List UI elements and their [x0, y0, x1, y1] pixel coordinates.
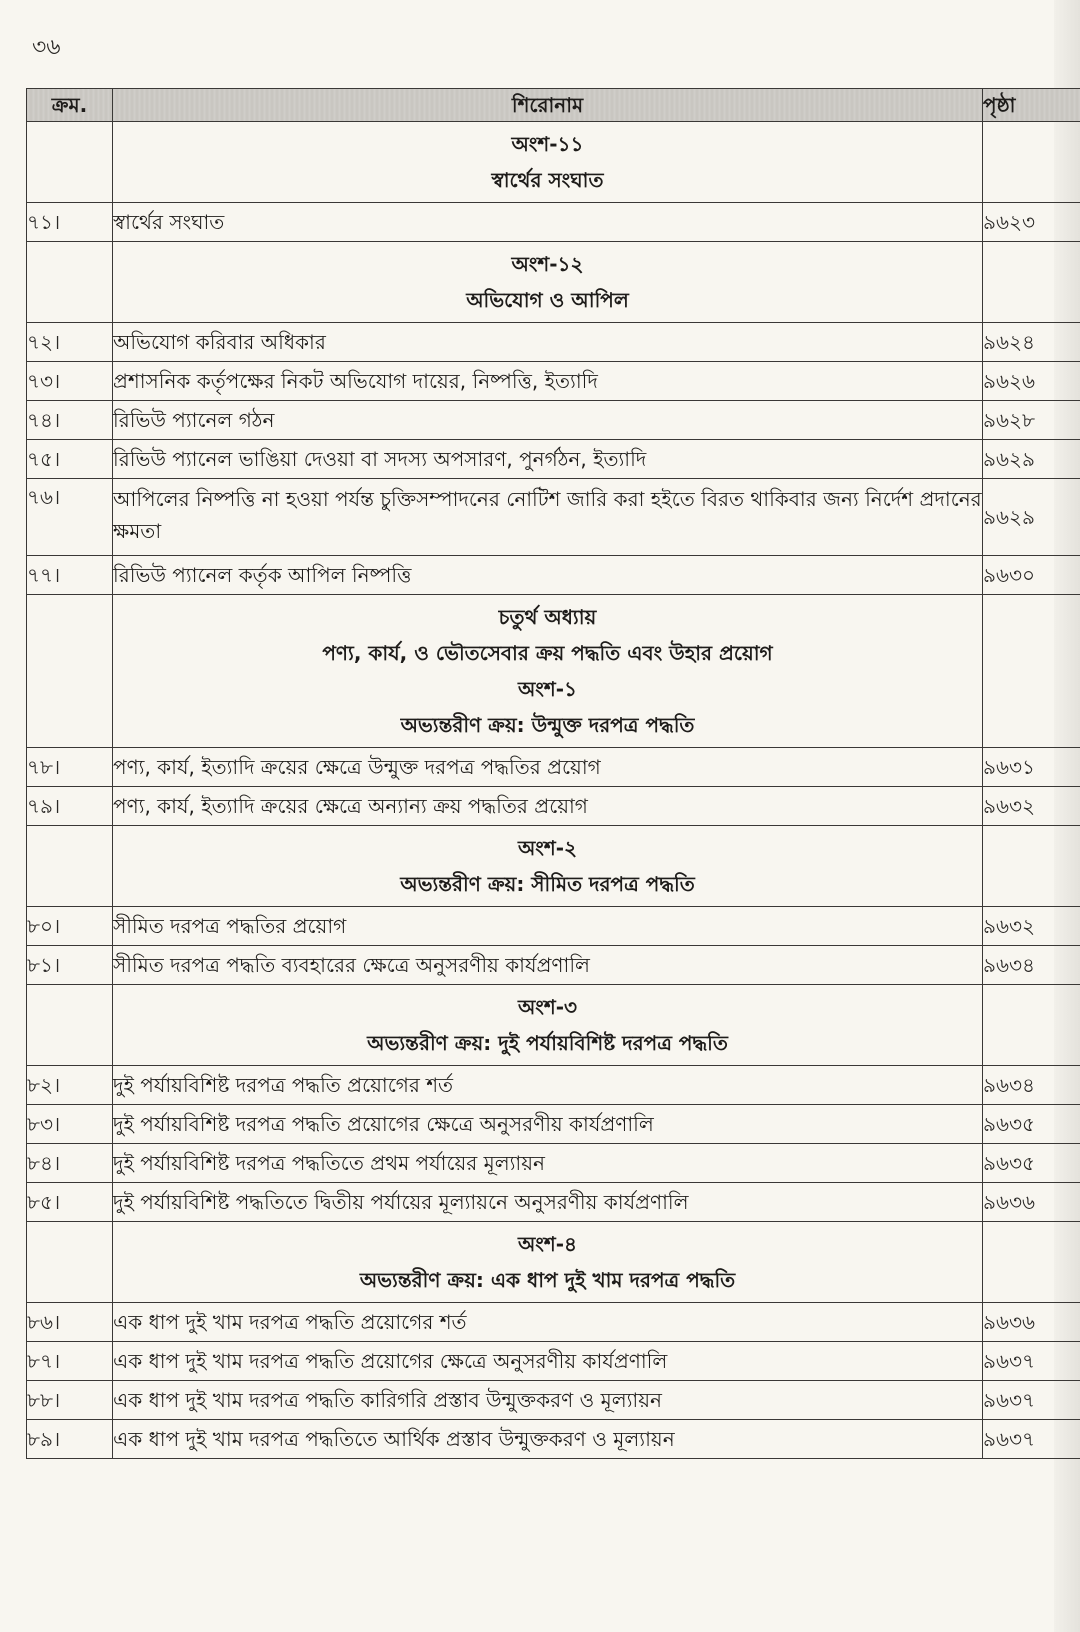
- empty-cell: [27, 122, 113, 203]
- entry-number: ৮৮।: [27, 1381, 113, 1420]
- entry-title: আপিলের নিষ্পত্তি না হওয়া পর্যন্ত চুক্তিসম্পাদনের নোটিশ জারি করা হইতে বিরত থাকিবার জন্য নির্দেশ প্রদানের ক্ষমতা: [113, 479, 983, 556]
- column-header-number: ক্রম.: [27, 89, 113, 122]
- entry-number: ৭৮।: [27, 748, 113, 787]
- entry-number: ৭৯।: [27, 787, 113, 826]
- empty-cell: [983, 1222, 1080, 1303]
- section-heading: [113, 595, 983, 748]
- entry-number: ৮১।: [27, 946, 113, 985]
- toc-entry-row: [27, 1303, 1080, 1342]
- column-header-title: শিরোনাম: [113, 89, 983, 122]
- section-heading: [113, 826, 983, 907]
- toc-entry-row: [27, 787, 1080, 826]
- entry-number: ৭৬।: [27, 479, 113, 556]
- toc-entry-row: [27, 479, 1080, 556]
- page-number: ৩৬: [32, 35, 61, 60]
- section-heading-line: অংশ-৪: [517, 1232, 578, 1256]
- entry-number: ৭৭।: [27, 556, 113, 595]
- entry-page: ৯৬৩৭: [983, 1420, 1080, 1459]
- entry-title: পণ্য, কার্য, ইত্যাদি ক্রয়ের ক্ষেত্রে উন্মুক্ত দরপত্র পদ্ধতির প্রয়োগ: [113, 748, 983, 787]
- entry-title: রিভিউ প্যানেল গঠন: [113, 401, 983, 440]
- toc-entry-row: [27, 1420, 1080, 1459]
- entry-page: ৯৬৩৭: [983, 1381, 1080, 1420]
- toc-entry-row: [27, 907, 1080, 946]
- section-heading-line: অংশ-১১: [511, 132, 584, 156]
- section-heading-line: পণ্য, কার্য, ও ভৌতসেবার ক্রয় পদ্ধতি এবং উহার প্রয়োগ: [322, 641, 773, 665]
- toc-entry-row: [27, 401, 1080, 440]
- toc-entry-row: [27, 1105, 1080, 1144]
- entry-title: সীমিত দরপত্র পদ্ধতির প্রয়োগ: [113, 907, 983, 946]
- empty-cell: [27, 242, 113, 323]
- entry-title: দুই পর্যায়বিশিষ্ট দরপত্র পদ্ধতি প্রয়োগের শর্ত: [113, 1066, 983, 1105]
- section-heading-line: অংশ-৩: [517, 995, 578, 1019]
- entry-page: ৯৬২৯: [983, 440, 1080, 479]
- section-heading-row: [27, 122, 1080, 203]
- entry-title: রিভিউ প্যানেল কর্তৃক আপিল নিষ্পত্তি: [113, 556, 983, 595]
- section-heading-row: [27, 595, 1080, 748]
- section-heading: [113, 242, 983, 323]
- section-heading-line: অভ্যন্তরীণ ক্রয়: দুই পর্যায়বিশিষ্ট দরপত্র পদ্ধতি: [367, 1031, 728, 1055]
- section-heading-row: [27, 985, 1080, 1066]
- entry-number: ৮০।: [27, 907, 113, 946]
- entry-title: দুই পর্যায়বিশিষ্ট পদ্ধতিতে দ্বিতীয় পর্যায়ের মূল্যায়নে অনুসরণীয় কার্যপ্রণালি: [113, 1183, 983, 1222]
- header-row: [27, 89, 1080, 122]
- empty-cell: [983, 985, 1080, 1066]
- entry-page: ৯৬৩৫: [983, 1144, 1080, 1183]
- empty-cell: [27, 1222, 113, 1303]
- toc-entry-row: [27, 946, 1080, 985]
- toc-entry-row: [27, 362, 1080, 401]
- section-heading-line: স্বার্থের সংঘাত: [491, 168, 604, 192]
- entry-page: ৯৬২৪: [983, 323, 1080, 362]
- section-heading-line: অভ্যন্তরীণ ক্রয়: সীমিত দরপত্র পদ্ধতি: [400, 872, 695, 896]
- section-heading: [113, 1222, 983, 1303]
- section-heading-line: অংশ-১২: [511, 252, 584, 276]
- entry-page: ৯৬৩৬: [983, 1303, 1080, 1342]
- toc-entry-row: [27, 556, 1080, 595]
- entry-page: ৯৬৩৫: [983, 1105, 1080, 1144]
- column-header-page: পৃষ্ঠা: [983, 89, 1080, 122]
- toc-body: [27, 122, 1080, 1459]
- entry-number: ৭৩।: [27, 362, 113, 401]
- entry-page: ৯৬২৬: [983, 362, 1080, 401]
- entry-page: ৯৬৩২: [983, 787, 1080, 826]
- empty-cell: [983, 242, 1080, 323]
- entry-title: এক ধাপ দুই খাম দরপত্র পদ্ধতি কারিগরি প্রস্তাব উন্মুক্তকরণ ও মূল্যায়ন: [113, 1381, 983, 1420]
- section-heading-line: অভ্যন্তরীণ ক্রয়: উন্মুক্ত দরপত্র পদ্ধতি: [400, 713, 695, 737]
- entry-page: ৯৬৩১: [983, 748, 1080, 787]
- entry-page: ৯৬৩৭: [983, 1342, 1080, 1381]
- entry-number: ৭১।: [27, 203, 113, 242]
- toc-entry-row: [27, 1183, 1080, 1222]
- toc-entry-row: [27, 323, 1080, 362]
- entry-number: ৮৩।: [27, 1105, 113, 1144]
- entry-title: পণ্য, কার্য, ইত্যাদি ক্রয়ের ক্ষেত্রে অন্যান্য ক্রয় পদ্ধতির প্রয়োগ: [113, 787, 983, 826]
- entry-title: এক ধাপ দুই খাম দরপত্র পদ্ধতি প্রয়োগের শর্ত: [113, 1303, 983, 1342]
- entry-title: প্রশাসনিক কর্তৃপক্ষের নিকট অভিযোগ দায়ের, নিষ্পত্তি, ইত্যাদি: [113, 362, 983, 401]
- empty-cell: [983, 595, 1080, 748]
- entry-title: এক ধাপ দুই খাম দরপত্র পদ্ধতিতে আর্থিক প্রস্তাব উন্মুক্তকরণ ও মূল্যায়ন: [113, 1420, 983, 1459]
- entry-number: ৭৫।: [27, 440, 113, 479]
- entry-title: দুই পর্যায়বিশিষ্ট দরপত্র পদ্ধতিতে প্রথম পর্যায়ের মূল্যায়ন: [113, 1144, 983, 1183]
- section-heading-row: [27, 826, 1080, 907]
- entry-title: অভিযোগ করিবার অধিকার: [113, 323, 983, 362]
- section-heading-line: চতুর্থ অধ্যায়: [498, 605, 597, 629]
- empty-cell: [983, 826, 1080, 907]
- table-of-contents: [26, 88, 1080, 1459]
- toc-entry-row: [27, 1381, 1080, 1420]
- entry-page: ৯৬২৩: [983, 203, 1080, 242]
- entry-number: ৭২।: [27, 323, 113, 362]
- entry-page: ৯৬৩২: [983, 907, 1080, 946]
- section-heading-row: [27, 242, 1080, 323]
- entry-number: ৮৭।: [27, 1342, 113, 1381]
- empty-cell: [27, 985, 113, 1066]
- toc-entry-row: [27, 440, 1080, 479]
- toc-entry-row: [27, 1066, 1080, 1105]
- section-heading-line: অংশ-১: [517, 677, 578, 701]
- section-heading: [113, 985, 983, 1066]
- entry-page: ৯৬৩৪: [983, 946, 1080, 985]
- section-heading-line: অংশ-২: [517, 836, 578, 860]
- entry-title: সীমিত দরপত্র পদ্ধতি ব্যবহারের ক্ষেত্রে অনুসরণীয় কার্যপ্রণালি: [113, 946, 983, 985]
- entry-title: রিভিউ প্যানেল ভাঙিয়া দেওয়া বা সদস্য অপসারণ, পুনর্গঠন, ইত্যাদি: [113, 440, 983, 479]
- toc-entry-row: [27, 748, 1080, 787]
- entry-page: ৯৬২৯: [983, 479, 1080, 556]
- entry-number: ৭৪।: [27, 401, 113, 440]
- empty-cell: [27, 595, 113, 748]
- section-heading-line: অভিযোগ ও আপিল: [466, 288, 629, 312]
- toc-entry-row: [27, 1144, 1080, 1183]
- entry-number: ৮২।: [27, 1066, 113, 1105]
- section-heading: [113, 122, 983, 203]
- toc-entry-row: [27, 1342, 1080, 1381]
- entry-title: স্বার্থের সংঘাত: [113, 203, 983, 242]
- entry-number: ৮৯।: [27, 1420, 113, 1459]
- empty-cell: [27, 826, 113, 907]
- section-heading-line: অভ্যন্তরীণ ক্রয়: এক ধাপ দুই খাম দরপত্র পদ্ধতি: [359, 1268, 736, 1292]
- entry-page: ৯৬৩৪: [983, 1066, 1080, 1105]
- entry-page: ৯৬৩০: [983, 556, 1080, 595]
- empty-cell: [983, 122, 1080, 203]
- entry-title: দুই পর্যায়বিশিষ্ট দরপত্র পদ্ধতি প্রয়োগের ক্ষেত্রে অনুসরণীয় কার্যপ্রণালি: [113, 1105, 983, 1144]
- section-heading-row: [27, 1222, 1080, 1303]
- entry-title: এক ধাপ দুই খাম দরপত্র পদ্ধতি প্রয়োগের ক্ষেত্রে অনুসরণীয় কার্যপ্রণালি: [113, 1342, 983, 1381]
- entry-number: ৮৬।: [27, 1303, 113, 1342]
- entry-number: ৮৪।: [27, 1144, 113, 1183]
- toc-entry-row: [27, 203, 1080, 242]
- entry-page: ৯৬৩৬: [983, 1183, 1080, 1222]
- entry-page: ৯৬২৮: [983, 401, 1080, 440]
- entry-number: ৮৫।: [27, 1183, 113, 1222]
